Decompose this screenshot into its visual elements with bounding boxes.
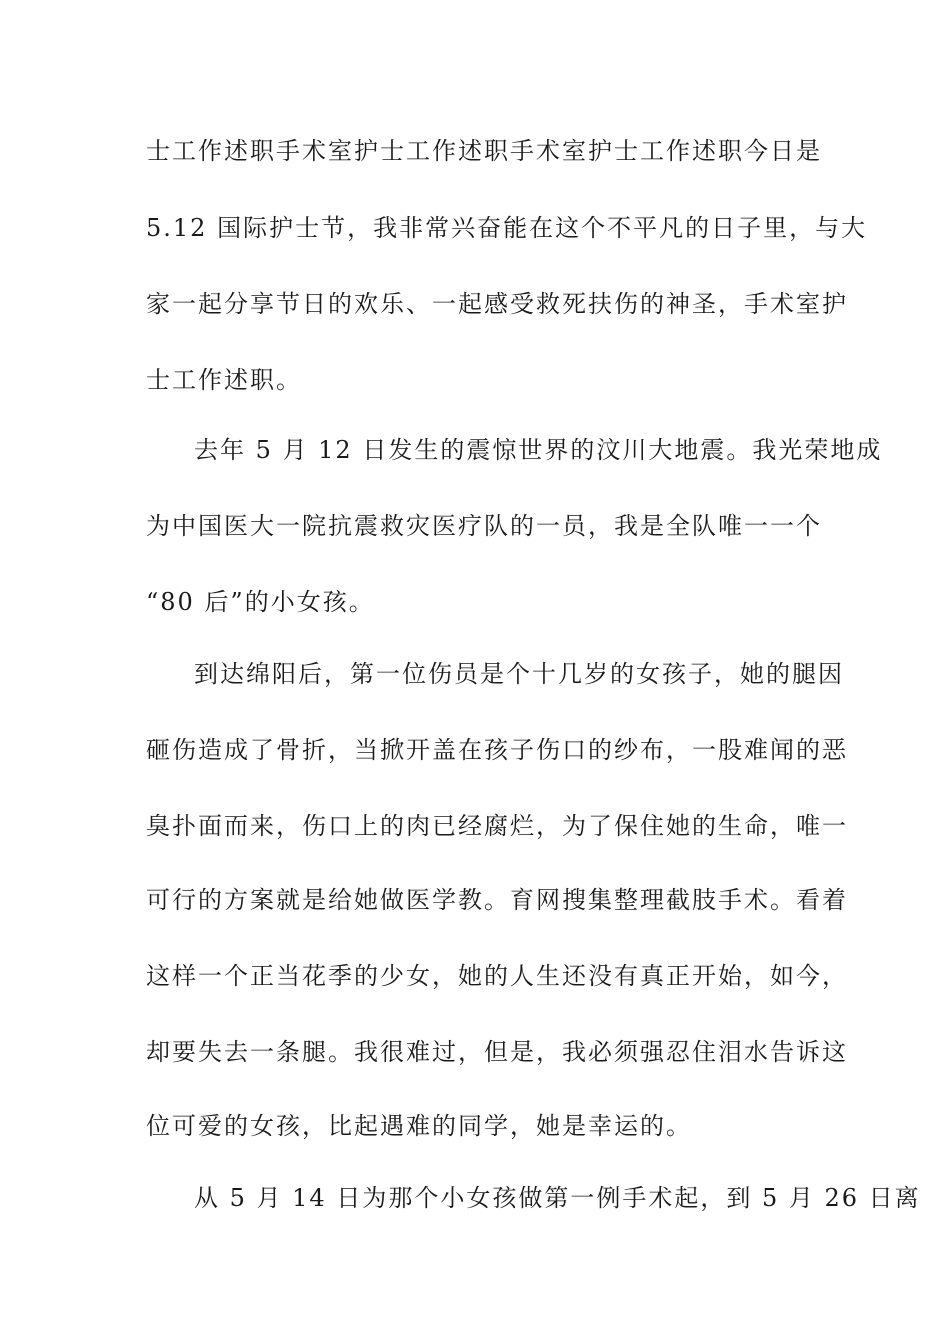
paragraph-first-line: 从 5 月 14 日为那个小女孩做第一例手术起，到 5 月 26 日离 xyxy=(194,1184,921,1212)
text-line: 士工作述职手术室护士工作述职手术室护士工作述职今日是 xyxy=(146,137,822,165)
text-line: “80 后”的小女孩。 xyxy=(146,588,375,616)
paragraph-first-line: 到达绵阳后，第一位伤员是个十几岁的女孩子，她的腿因 xyxy=(194,660,844,688)
text-line: 5.12 国际护士节，我非常兴奋能在这个不平凡的日子里，与大 xyxy=(146,214,868,242)
text-line: 这样一个正当花季的少女，她的人生还没有真正开始，如今， xyxy=(146,962,848,990)
text-line: 臭扑面而来，伤口上的肉已经腐烂，为了保住她的生命，唯一 xyxy=(146,812,848,840)
text-line: 可行的方案就是给她做医学教。育网搜集整理截肢手术。看着 xyxy=(146,886,848,914)
paragraph-first-line: 去年 5 月 12 日发生的震惊世界的汶川大地震。我光荣地成 xyxy=(194,436,883,464)
text-line: 为中国医大一院抗震救灾医疗队的一员，我是全队唯一一个 xyxy=(146,512,822,540)
text-line: 家一起分享节日的欢乐、一起感受救死扶伤的神圣，手术室护 xyxy=(146,290,848,318)
text-line: 砸伤造成了骨折，当掀开盖在孩子伤口的纱布，一股难闻的恶 xyxy=(146,736,848,764)
text-line: 却要失去一条腿。我很难过，但是，我必须强忍住泪水告诉这 xyxy=(146,1038,848,1066)
text-line: 士工作述职。 xyxy=(146,366,302,394)
text-line: 位可爱的女孩，比起遇难的同学，她是幸运的。 xyxy=(146,1112,692,1140)
